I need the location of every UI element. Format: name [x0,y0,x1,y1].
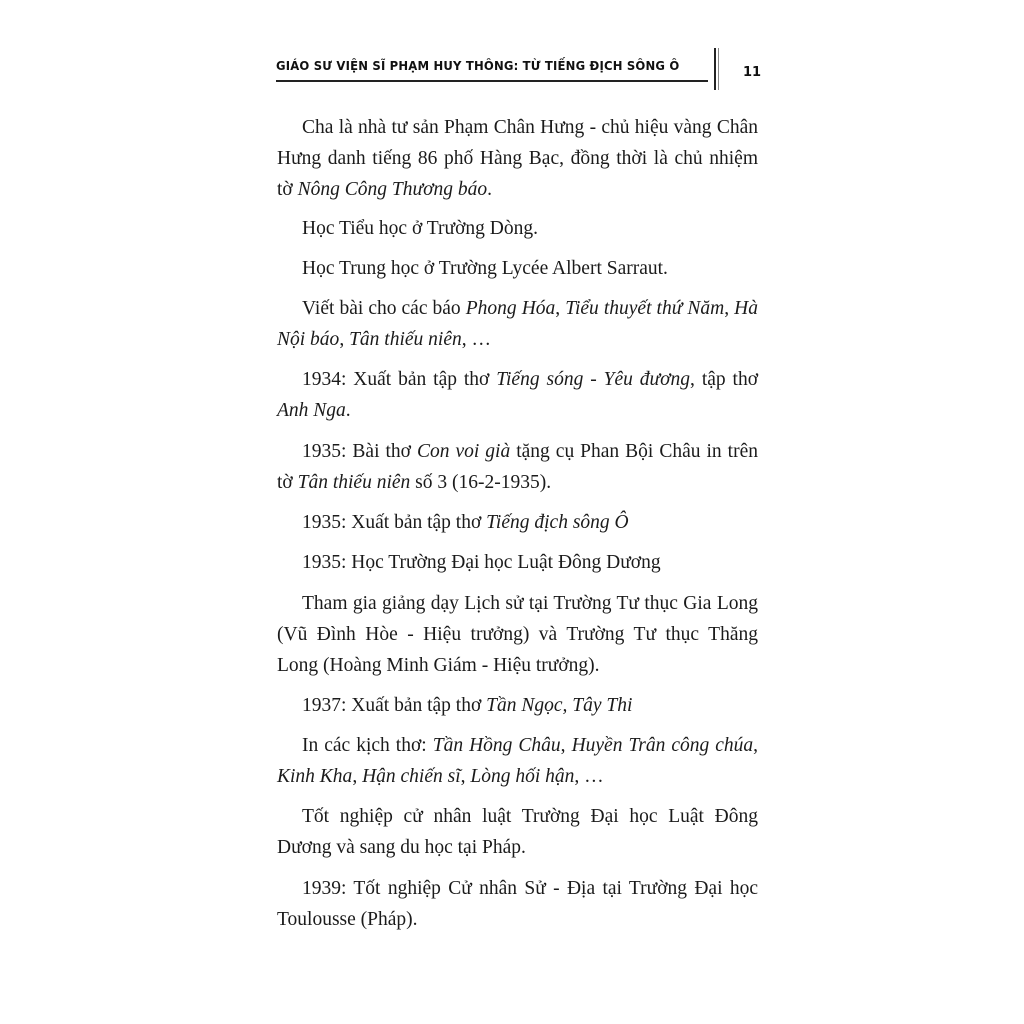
paragraph-1935-publication [277,507,758,538]
paragraph-primary-school [277,213,758,244]
text-run: 1935: Học Trường Đại học Luật Đông Dương [302,552,661,573]
paragraph-secondary-school [277,253,758,284]
text-run: 1934: Xuất bản tập thơ [302,369,497,390]
header-separator [714,48,716,90]
italic-title: Tần Ngọc, Tây Thi [486,695,633,716]
italic-title: Con voi già [416,441,511,462]
italic-title: Kinh Kha [277,766,353,787]
italic-title: Tiểu thuyết thứ Năm [565,298,725,319]
running-header-title: GIÁO SƯ VIỆN SĨ PHẠM HUY THÔNG: TỪ TIẾNG ĐỊCH SÔNG Ô [276,58,680,73]
paragraph-verse-plays [277,730,758,792]
text-run: tặng cụ Phan Bội Châu in trên tờ [277,441,758,493]
text-run: . [345,400,351,421]
text-run: , [753,735,759,756]
italic-title: Tân thiếu niên [297,472,411,493]
text-run: 1939: Tốt nghiệp Cử nhân Sử - Địa tại Trường Đại học Toulousse (Pháp). [277,878,758,930]
italic-title: Anh Nga [277,400,346,421]
italic-title: Lòng hối hận [470,766,575,787]
text-run: số 3 (16-2-1935). [410,472,552,493]
header-separator-thin [718,48,719,90]
italic-title: Tiếng địch sông Ô [486,512,629,533]
text-run: In các kịch thơ: [302,735,433,756]
text-run: , [555,298,566,319]
paragraph-teaching [277,588,758,681]
text-run: Viết bài cho các báo [302,298,466,319]
paragraph-1935-law-school [277,547,758,578]
italic-title: Tân thiếu niên [349,329,462,350]
text-run: , [724,298,735,319]
text-run: Học Trung học ở Trường Lycée Albert Sarraut. [302,258,668,279]
italic-title: Huyền Trân công chúa [571,735,754,756]
paragraph-1934-poetry [277,364,758,426]
italic-title: Nông Công Thương báo [297,179,488,200]
text-run: , [460,766,471,787]
text-run: , [339,329,350,350]
text-run: , tập thơ [690,369,759,390]
text-run: . [487,179,493,200]
text-run: Tốt nghiệp cử nhân luật Trường Đại học Luật Đông Dương và sang du học tại Pháp. [277,806,758,858]
paragraph-newspapers [277,293,758,355]
page-number: 11 [743,65,762,80]
paragraph-father [277,112,758,205]
italic-title: Hà Nội báo [277,298,758,350]
text-run: , [560,735,572,756]
paragraph-1935-poem [277,436,758,498]
paragraph-1937-poetry [277,690,758,721]
italic-title: Tần Hồng Châu [432,735,561,756]
italic-title: Phong Hóa [465,298,556,319]
text-run: Cha là nhà tư sản Phạm Chân Hưng - chủ hiệu vàng Chân Hưng danh tiếng 86 phố Hàng Bạc, đồng thời là chủ nhiệm tờ [277,117,758,200]
text-run: 1935: Bài thơ [302,441,417,462]
paragraph-1939-graduation [277,873,758,935]
text-run: 1937: Xuất bản tập thơ [302,695,487,716]
text-run: Tham gia giảng dạy Lịch sử tại Trường Tư thục Gia Long (Vũ Đình Hòe - Hiệu trưởng) và Trường Tư thục Thăng Long (Hoàng Minh Giám - Hiệu trưởng). [277,593,758,676]
text-run: , [352,766,363,787]
text-run: , … [574,766,604,787]
header-rule [276,80,708,82]
paragraph-law-graduation [277,801,758,863]
italic-title: Tiếng sóng - Yêu đương [496,369,691,390]
text-run: , … [461,329,491,350]
text-run: 1935: Xuất bản tập thơ [302,512,487,533]
italic-title: Hận chiến sĩ [362,766,461,787]
text-run: Học Tiểu học ở Trường Dòng. [302,218,538,239]
